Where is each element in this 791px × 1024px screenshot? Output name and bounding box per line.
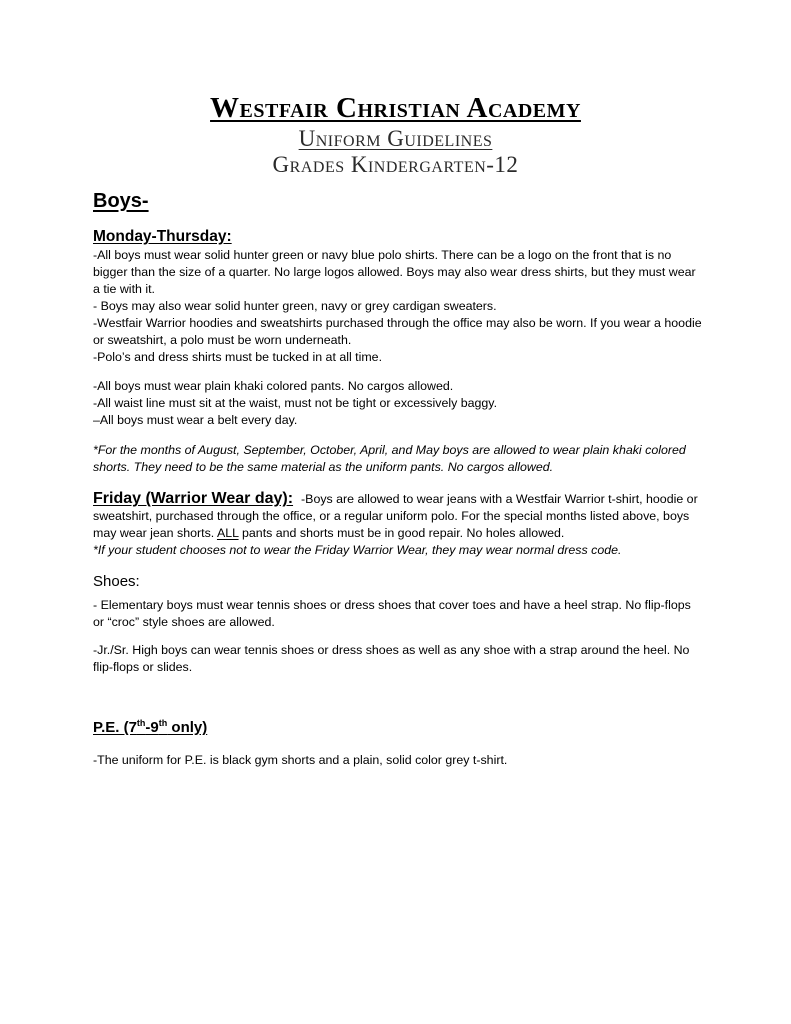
shorts-note-block <box>93 442 703 476</box>
rule-hoodie: -Westfair Warrior hoodies and sweatshirts purchased through the office may also be worn. If you wear a hoodie or sweatshirt, a polo must be worn underneath. <box>93 316 702 347</box>
shoes-high-school: -Jr./Sr. High boys can wear tennis shoes or dress shoes as well as any shoe with a strap around the heel. No flip-flops or slides. <box>93 643 690 674</box>
friday-heading: Friday (Warrior Wear day): <box>93 490 294 507</box>
shoes-high-school-block <box>93 642 703 676</box>
rule-polo: -All boys must wear solid hunter green or navy blue polo shirts. There can be a logo on the front that is no bigger than the size of a quarter. No large logos allowed. Boys may also wear dress shirts, but they must wear a tie with it. <box>93 248 696 296</box>
pe-text: -The uniform for P.E. is black gym shorts and a plain, solid color grey t-shirt. <box>93 753 508 767</box>
friday-text-before: -Boys are allowed to wear jeans with a Westfair Warrior t-shirt, hoodie or sweatshirt, purchased through the office, or a regular uniform polo. For the special months listed above, boys may wear jean shorts. <box>93 492 698 540</box>
school-name: Westfair Christian Academy <box>210 92 581 124</box>
friday-note: *If your student chooses not to wear the Friday Warrior Wear, they may wear normal dress code. <box>93 543 622 557</box>
friday-text-after: pants and shorts must be in good repair. No holes allowed. <box>242 526 565 540</box>
rule-tucked: -Polo’s and dress shirts must be tucked in at all time. <box>93 350 383 364</box>
shoes-elementary-block <box>93 597 703 631</box>
friday-all-underlined: ALL <box>216 526 239 540</box>
pe-text-block <box>93 752 703 769</box>
shoes-heading: Shoes: <box>93 573 140 590</box>
pe-heading: P.E. (7th-9th only) <box>93 718 208 736</box>
doc-title: Uniform Guidelines <box>298 126 493 151</box>
monday-thursday-rules <box>93 247 703 366</box>
rule-cardigan: - Boys may also wear solid hunter green, navy or grey cardigan sweaters. <box>93 299 497 313</box>
pants-rules <box>93 378 703 429</box>
friday-block <box>93 490 703 559</box>
rule-waist-line: -All waist line must sit at the waist, must not be tight or excessively baggy. <box>93 396 498 410</box>
grades-line: Grades Kindergarten-12 <box>272 152 519 177</box>
shorts-note: *For the months of August, September, October, April, and May boys are allowed to wear plain khaki colored shorts. They need to be the same material as the uniform pants. No cargos allowed. <box>93 443 686 474</box>
shoes-elementary: - Elementary boys must wear tennis shoes or dress shoes that cover toes and have a heel strap. No flip-flops or “croc” style shoes are allowed. <box>93 598 691 629</box>
monday-thursday-heading: Monday-Thursday: <box>93 228 232 245</box>
rule-khaki-pants: -All boys must wear plain khaki colored pants. No cargos allowed. <box>93 379 454 393</box>
boys-heading: Boys- <box>93 190 149 212</box>
rule-belt: –All boys must wear a belt every day. <box>93 413 298 427</box>
